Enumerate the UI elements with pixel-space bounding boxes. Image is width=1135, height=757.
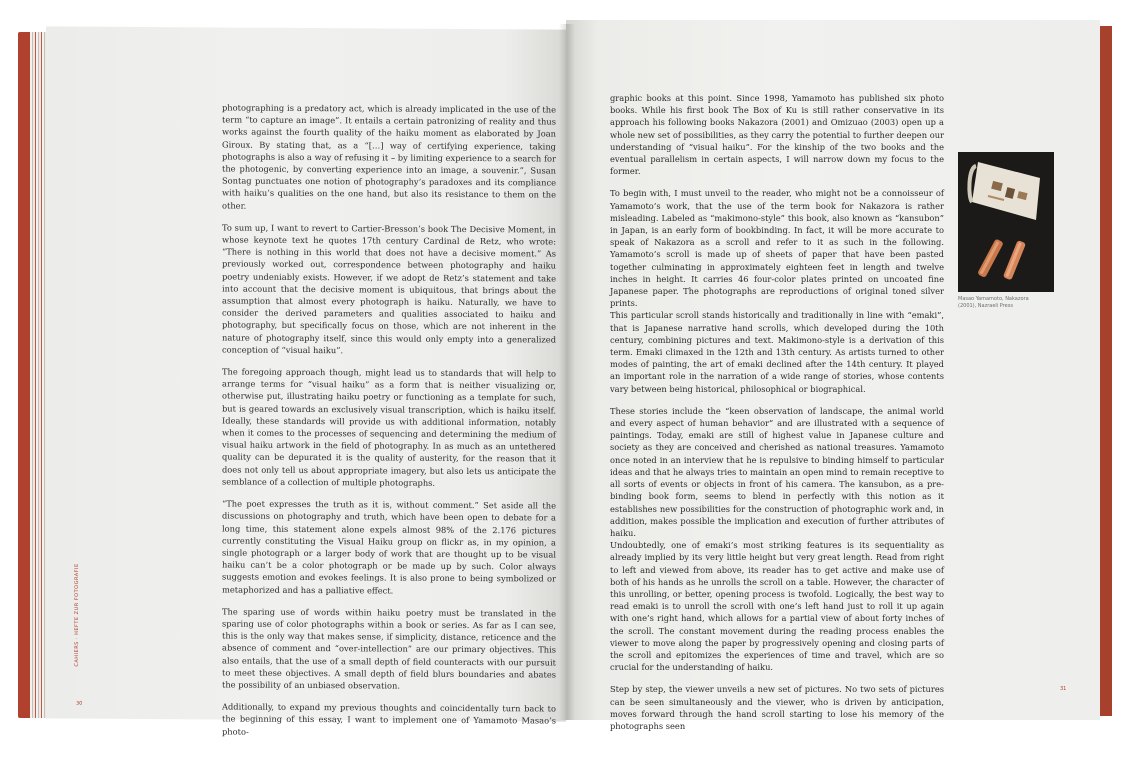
paragraph: Step by step, the viewer unveils a new set of pictures. No two sets of pictures can be seen simultaneously and the viewer, who is driven by anticipation, moves forward through the hand scroll starting to lose his memory of the photographs seen [610,684,944,731]
paragraph: These stories include the “keen observation of landscape, the animal world and every aspect of human behavior” and are illustrated with a sequence of paintings. Today, emaki are still of highest value in Japanese culture and society as they are conceived and cherished as national treasures. Yamamoto once noted in an interview that he is repulsive to binding himself to particular ideas and that he always tries to maintain an open mind to remain receptive to all sorts of events or objects in front of his camera. The kansubon, as a pre-binding book form, seems to blend in perfectly with this notion as it establishes new possibilities for the construction of photographic work and, in addition, makes possible the implication and execution of further attributes of haiku. [610,405,944,538]
paragraph: To sum up, I want to revert to Cartier-Bresson’s book The Decisive Moment, in whose keynote text he quotes 17th century Cardinal de Retz, who wrote: “There is nothing in this world that does not have a decisive moment.” As previously worked out, correspondence between photography and haiku poetry undeniably exists. However, if we adopt de Retz’s statement and take into account that the decisive moment is ubiquitous, that brings about the assumption that almost every photograph is haiku. Naturally, we have to consider the derived parameters and qualities associated to haiku and photography, but specifically focus on those, which are not inherent in the nature of photography itself, since this would only empty into a generalized conception of “visual haiku”. [222,222,556,356]
left-page [46,26,566,737]
paragraph: The foregoing approach though, might lead us to standards that will help to arrange terms for “visual haiku” as a form that is neither visualizing or, otherwise put, illustrating haiku poetry or functioning as a template for such, but is geared towards an exclusively visual transcription, which is haiku itself. Ideally, these standards will provide us with additional information, notably when it comes to the processes of sequencing and determining the medium of visual haiku artwork in the field of photography. In as much as an untethered quality can be depurated it is the quality of austerity, for the reason that it does not only tell us about appropriate imagery, but also lets us anticipate the semblance of a collection of multiple photographs. [222,366,556,488]
page-number-right: 31 [1060,686,1067,692]
caption-line: Masao Yamamoto, Nakazora [958,296,1029,302]
running-head: CAHIERS · HEFTE ZUR FOTOGRAFIE [74,563,80,667]
paragraph: photographing is a predatory act, which is already implicated in the use of the term “to capture an image”. It entails a certain patronizing of reality and thus works against the fourth quality of the haiku moment as elaborated by Joan Giroux. By stating that, as a “[…] way of certifying experience, taking photographs is also a way of refusing it – by limiting experience to a search for the photogenic, by converting experience into an image, a souvenir.”, Susan Sontag punctuates one notion of photography’s paradoxes and its compliance with haiku’s qualities on the one hand, but also its resistance to them on the other. [222,102,556,211]
page-number-left: 30 [76,700,83,707]
photo-caption [958,296,1068,310]
paragraph: To begin with, I must unveil to the reader, who might not be a connoisseur of Yamamoto’s work, that the use of the term book for Nakazora is rather misleading. Labeled as “makimono-style” this book, also known as “kansubon” in Japan, is an early form of bookbinding. In fact, it will be more accurate to speak of Nakazora as a scroll and refer to it as such in the following. Yamamoto’s scroll is made up of sheets of paper that have been pasted together culminating in approximately eighteen feet in length and twelve inches in height. It carries 46 four-color plates printed on uncoated fine Japanese paper. The photographs are reproductions of original toned silver prints. [610,188,944,309]
scroll-photograph [958,152,1054,292]
open-book [18,20,1108,737]
left-page-text [222,101,556,749]
paragraph: This particular scroll stands historically and traditionally in line with “emaki”, that is Japanese narrative hand scrolls, which developed during the 10th century, combining pictures and text. Makimono-style is a derivation of this term. Emaki climaxed in the 12th and 13th century. As artists turned to other modes of painting, the art of emaki declined after the 14th century. It played an important role in the narration of a wide range of stories, whose contents vary between being historical, philosophical or biographical. [610,310,944,394]
right-page-text [610,92,944,742]
paragraph: Additionally, to expand my previous thoughts and coincidentally turn back to the beginning of this essay, I want to implement one of Yamamoto Masao’s photo- [222,701,556,737]
right-page [566,20,1100,731]
paragraph: “The poet expresses the truth as it is, without comment.” Set aside all the discussions on photography and truth, which have been open to debate for a long time, this statement alone expels almost 98% of the 2.176 pictures currently constituting the Visual Haiku group on flickr as, in my opinion, a single photograph or a larger body of work that are thought up to be visual haiku can’t be a color photograph or be made up by such. Color always suggests emotion and evokes feelings. It is also prone to being symbolized or metaphorized and has a palliative effect. [222,498,556,596]
book-gutter-shadow [559,24,575,720]
paragraph: The sparing use of words within haiku poetry must be translated in the sparing use of color photographs within a book or series. As far as I can see, this is the only way that makes sense, if simplicity, distance, reticence and the absence of comment and “over-intellection” are our primary objectives. This also entails, that the use of a small depth of field counteracts with our pursuit to meet these objectives. A small depth of field blurs boundaries and abates the possibility of an unbiased observation. [222,606,556,691]
paragraph: graphic books at this point. Since 1998, Yamamoto has published six photo books. While his first book The Box of Ku is still rather conservative in its approach his following books Nakazora (2001) and Omizuao (2003) open up a whole new set of possibilities, as they carry the potential to further deepen our understanding of “visual haiku”. For the kinship of the two books and the eventual parallelism in certain aspects, I will narrow down my focus to the former. [610,93,944,177]
book-cover-right-edge [1100,26,1112,716]
scroll-photo-illustration [958,152,1054,292]
paragraph: Undoubtedly, one of emaki’s most striking features is its sequentiality as already implied by its very little height but very great length. Read from right to left and viewed from above, its reader has to get active and make use of both of his hands as he unrolls the scroll on a table. However, the character of this unrolling, or better, opening process is twofold. Logically, the best way to read emaki is to unroll the scroll with one’s left hand just to roll it up again with one’s right hand, which allows for a partial view of about forty inches of the scroll. The constant movement during the reading process enables the viewer to move along the paper by progressively opening and closing parts of the scroll and epitomizes the experiences of time and travel, which are so crucial for the understanding of haiku. [610,540,944,673]
caption-line: (2001), Nazraeli Press [958,303,1013,309]
